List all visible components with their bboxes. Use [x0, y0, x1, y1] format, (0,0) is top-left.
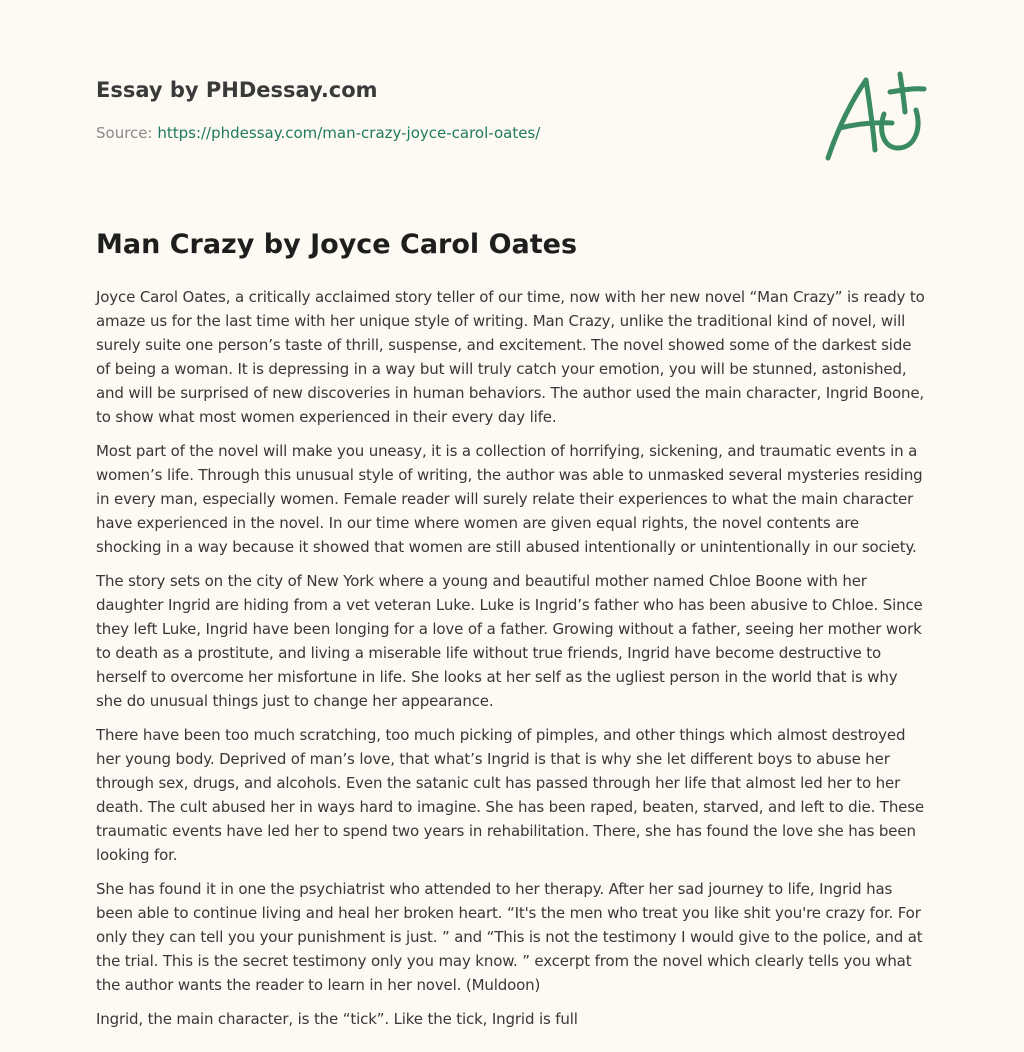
paragraph: The story sets on the city of New York where a young and beautiful mother named Chloe Boone with her daughter Ingrid are hiding from a vet veteran Luke. Luke is Ingrid’s father who has been abusive to Chloe. Since they left Luke, Ingrid have been longing for a love of a father. Growing without a father, seeing her mother work to death as a prostitute, and living a miserable life without true friends, Ingrid have become destructive to herself to overcome her misfortune in life. She looks at her self as the ugliest person in the world that is why she do unusual things just to change her appearance. [96, 572, 923, 710]
article-title: Man Crazy by Joyce Carol Oates [96, 229, 578, 260]
a-plus-logo-icon [818, 66, 932, 166]
source-label: Source: [96, 124, 158, 142]
paragraph: Ingrid, the main character, is the “tick”. Like the tick, Ingrid is full [96, 1010, 578, 1028]
source-link[interactable]: https://phdessay.com/man-crazy-joyce-carol-oates/ [157, 124, 541, 142]
paragraph: There have been too much scratching, too much picking of pimples, and other things which almost destroyed her young body. Deprived of man’s love, that what’s Ingrid is that is why she let different boys to abuse her through sex, drugs, and alcohols. Even the satanic cult has passed through her life that almost led her to her death. The cult abused her in ways hard to imagine. She has been raped, beaten, starved, and left to die. These traumatic events have led her to spend two years in rehabilitation. There, she has found the love she has been looking for. [96, 726, 925, 864]
page-header [96, 76, 736, 143]
site-title: Essay by PHDessay.com [96, 78, 378, 102]
paragraph: Joyce Carol Oates, a critically acclaimed story teller of our time, now with her new novel “Man Crazy” is ready to amaze us for the last time with her unique style of writing. Man Crazy, unlike the traditional kind of novel, will surely suite one person’s taste of thrill, suspense, and excitement. The novel showed some of the darkest side of being a woman. It is depressing in a way but will truly catch your emotion, you will be stunned, astonished, and will be surprised of new discoveries in human behaviors. The author used the main character, Ingrid Boone, to show what most women experienced in their every day life. [96, 288, 925, 426]
article-body [96, 285, 928, 1041]
source-line [96, 123, 736, 143]
paragraph: She has found it in one the psychiatrist who attended to her therapy. After her sad journey to life, Ingrid has been able to continue living and heal her broken heart. “It's the men who treat you like shit you're crazy for. For only they can tell you your punishment is just. ” and “This is not the testimony I would give to the police, and at the trial. This is the secret testimony only you may know. ” excerpt from the novel which clearly tells you what the author wants the reader to learn in her novel. (Muldoon) [96, 880, 923, 994]
paragraph: Most part of the novel will make you uneasy, it is a collection of horrifying, sickening, and traumatic events in a women’s life. Through this unusual style of writing, the author was able to unmasked several mysteries residing in every man, especially women. Female reader will surely relate their experiences to what the main character have experienced in the novel. In our time where women are given equal rights, the novel contents are shocking in a way because it showed that women are still abused intentionally or unintentionally in our society. [96, 442, 923, 556]
